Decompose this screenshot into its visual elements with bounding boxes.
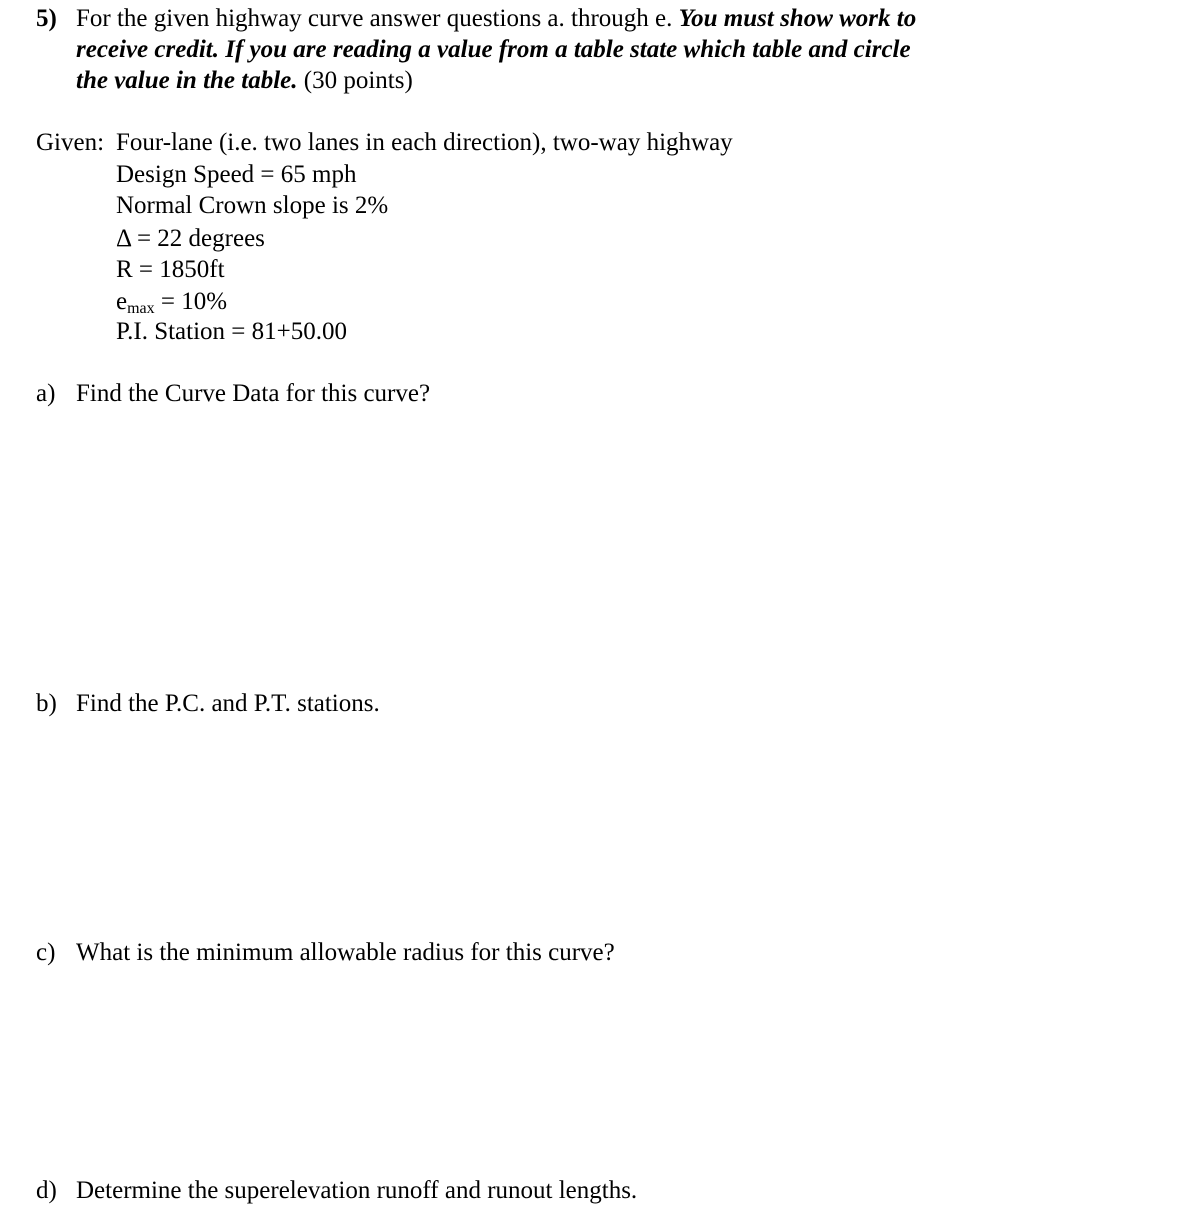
question-number: 5)	[36, 5, 57, 32]
emax-value: = 10%	[154, 288, 228, 315]
given-crown-slope: Normal Crown slope is 2%	[116, 192, 389, 219]
emax-symbol: e	[116, 288, 128, 315]
question-instruction-line-3	[76, 65, 413, 96]
question-instruction-3: the value in the table.	[76, 67, 298, 94]
part-d-label: d)	[36, 1177, 57, 1204]
part-c-text: What is the minimum allowable radius for this curve?	[76, 939, 615, 966]
given-radius: R = 1850ft	[116, 256, 225, 283]
given-design-speed: Design Speed = 65 mph	[116, 161, 357, 188]
question-intro-line	[76, 3, 916, 34]
given-label: Given:	[36, 129, 105, 156]
part-a-label: a)	[36, 380, 56, 407]
given-delta: Δ = 22 degrees	[116, 225, 265, 252]
part-b-text: Find the P.C. and P.T. stations.	[76, 690, 380, 717]
part-d-text: Determine the superelevation runoff and runout lengths.	[76, 1177, 638, 1204]
given-pi-station: P.I. Station = 81+50.00	[116, 318, 347, 345]
part-b-label: b)	[36, 690, 57, 717]
question-header-line-1	[36, 3, 57, 34]
emax-subscript: max	[127, 300, 155, 317]
question-instruction-1: You must show work to	[678, 5, 917, 32]
part-c-label: c)	[36, 939, 56, 966]
question-intro: For the given highway curve answer questions a. through e.	[76, 5, 673, 32]
given-line-1: Four-lane (i.e. two lanes in each direction), two-way highway	[116, 129, 733, 156]
question-points: (30 points)	[303, 67, 413, 94]
part-a-text: Find the Curve Data for this curve?	[76, 380, 431, 407]
question-instruction-2: receive credit. If you are reading a value from a table state which table and circle	[76, 36, 911, 63]
